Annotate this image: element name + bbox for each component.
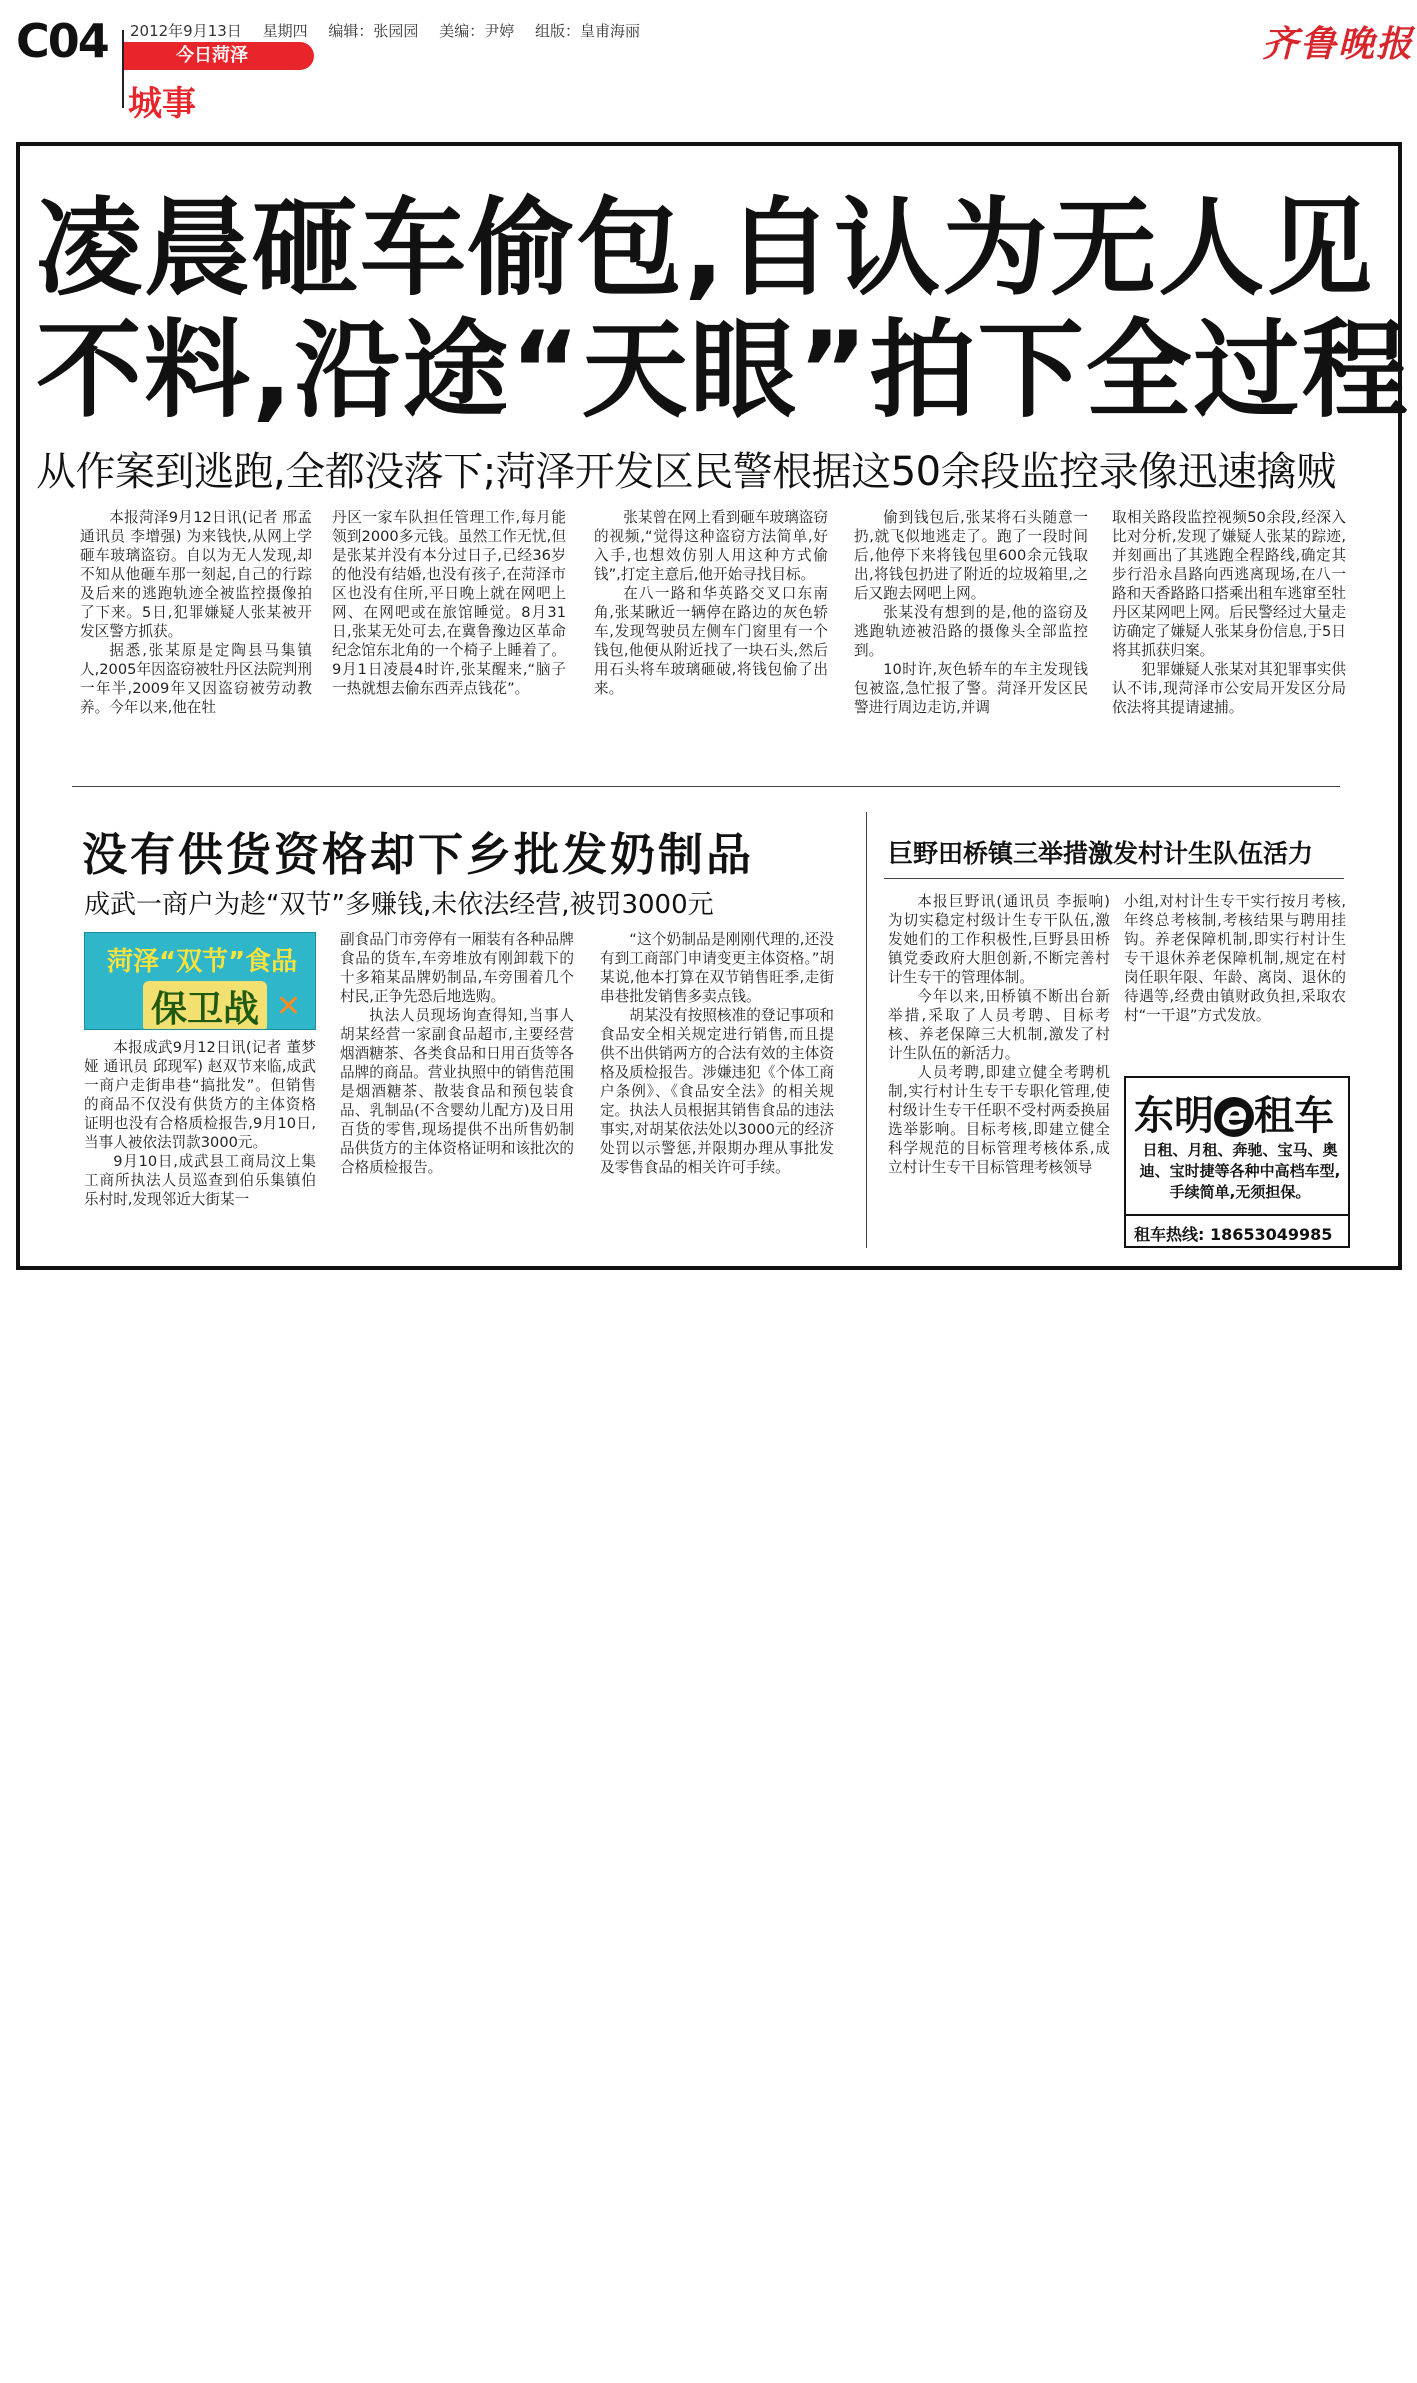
paragraph: 9月10日,成武县工商局汶上集工商所执法人员巡查到伯乐集镇伯乐村时,发现邻近大街某一	[84, 1153, 316, 1208]
paragraph: 张某曾在网上看到砸车玻璃盗窃的视频,“觉得这种盗窃方法简单,好入手,也想效仿别人用这种方式偷钱”,打定主意后,他开始寻找目标。	[594, 509, 828, 583]
layout-credit: 组版：皇甫海丽	[534, 22, 640, 40]
newspaper-logo: 齐鲁晚报	[1262, 23, 1415, 65]
paragraph: 本报菏泽9月12日讯(记者 邢孟 通讯员 李增强) 为来钱快,从网上学砸车玻璃盗窃。自以为无人发现,却不知从他砸车那一刻起,自己的行踪及后来的逃跑轨迹全被监控摄像拍了下来。5日,犯罪嫌疑人张某被开发区警方抓获。	[80, 509, 312, 640]
paragraph: 本报巨野讯(通讯员 李振响) 为切实稳定村级计生专干队伍,激发她们的工作积极性,巨野县田桥镇党委政府大胆创新,不断完善村计生专干的管理体制。	[888, 893, 1110, 986]
ad-brand-prefix: 东明	[1134, 1093, 1214, 1139]
story2-column-1	[84, 1038, 316, 1248]
paragraph: 在八一路和华英路交叉口东南角,张某瞅近一辆停在路边的灰色轿车,发现驾驶员左侧车门窗里有一个钱包,他便从附近找了一块石头,然后用石头将车玻璃砸破,将钱包偷了出来。	[594, 585, 828, 697]
ad-description: 日租、月租、奔驰、宝马、奥迪、宝时捷等各种中高档车型,手续简单,无须担保。	[1139, 1141, 1341, 1201]
story3-underline	[884, 878, 1344, 879]
paragraph: 10时许,灰色轿车的车主发现钱包被盗,急忙报了警。菏泽开发区民警进行周边走访,并调	[854, 661, 1088, 716]
story2-column-3	[600, 930, 834, 1248]
paragraph: 偷到钱包后,张某将石头随意一扔,就飞似地逃走了。跑了一段时间后,他停下来将钱包里600余元钱取出,将钱包扔进了附近的垃圾箱里,之后又跑去网吧上网。	[854, 509, 1088, 602]
designer-credit: 美编：尹婷	[439, 22, 515, 40]
story2-subheadline: 成武一商户为趁“双节”多赚钱,未依法经营,被罚3000元	[84, 890, 714, 920]
page-number: C04	[16, 14, 108, 68]
main-column-5	[1112, 508, 1346, 770]
header-meta	[130, 20, 656, 41]
paragraph: 据悉,张某原是定陶县马集镇人,2005年因盗窃被牡丹区法院判刑一年半,2009年又因盗窃被劳动教养。今年以来,他在牡	[80, 642, 312, 716]
paragraph: 今年以来,田桥镇不断出台新举措,采取了人员考聘、目标考核、养老保障三大机制,激发了村计生队伍的新活力。	[888, 988, 1110, 1062]
story2-headline: 没有供货资格却下乡批发奶制品	[82, 828, 755, 881]
column-separator	[866, 812, 867, 1248]
car-rental-ad	[1124, 1076, 1350, 1248]
paragraph: 小组,对村计生专干实行按月考核,年终总考核制,考核结果与聘用挂钩。养老保障机制,即实行村计生专干退休养老保障机制,规定在村岗任职年限、年龄、离岗、退休的待遇等,经费由镇财政负担,采取农村“一干退”方式发放。	[1124, 893, 1346, 1024]
ad-brand	[1134, 1084, 1334, 1141]
badge-title: 菏泽“双节”食品	[107, 947, 298, 977]
paragraph: 人员考聘,即建立健全考聘机制,实行村计生专干专职化管理,使村级计生专干任职不受村两委换届选举影响。目标考核,即建立健全科学规范的目标管理考核体系,成立村计生专干目标管理考核领导	[888, 1064, 1110, 1176]
paragraph: 胡某没有按照核准的登记事项和食品安全相关规定进行销售,而且提供不出供销两方的合法有效的主体资格及质检报告。涉嫌违犯《个体工商户条例》、《食品安全法》的相关规定。执法人员根据其销售食品的违法事实,对胡某依法处以3000元的经济处罚以示警惩,并限期办理从事批发及零售食品的相关许可手续。	[600, 1007, 834, 1176]
issue-date: 2012年9月13日	[130, 22, 242, 40]
section-tab: 今日菏泽	[124, 42, 314, 70]
main-headline-line2: 不料,沿途“天眼”拍下全过程	[36, 309, 1410, 432]
story2-column-2	[340, 930, 574, 1248]
ad-brand-suffix: 租车	[1254, 1093, 1334, 1139]
issue-weekday: 星期四	[262, 22, 308, 40]
main-column-3	[594, 508, 828, 770]
ad-hotline: 租车热线: 18653049985	[1126, 1214, 1348, 1251]
story3-column-2	[1124, 892, 1346, 1068]
paragraph: 丹区一家车队担任管理工作,每月能领到2000多元钱。虽然工作无忧,但是张某并没有本分过日子,已经36岁的他没有结婚,也没有孩子,在菏泽市区也没有住所,平日晚上就在网吧上网、在网吧或在旅馆睡觉。8月31日,张某无处可去,在冀鲁豫边区革命纪念馆东北角的一个椅子上睡着了。9月1日凌晨4时许,张某醒来,“脑子一热就想去偷东西弄点钱花”。	[332, 509, 566, 697]
paragraph: 本报成武9月12日讯(记者 董梦娅 通讯员 邱现军) 赵双节来临,成武一商户走街串巷“搞批发”。但销售的商品不仅没有供货方的主体资格证明也没有合格质检报告,9月10日,当事人被依法罚款3000元。	[84, 1039, 316, 1151]
story3-column-1	[888, 892, 1110, 1248]
food-safety-badge	[84, 932, 316, 1030]
badge-slogan: 保卫战	[143, 981, 267, 1030]
section-divider	[72, 786, 1340, 787]
paragraph: 执法人员现场询查得知,当事人胡某经营一家副食品超市,主要经营烟酒糖茶、各类食品和日用百货等各品牌的商品。营业执照中的销售范围是烟酒糖茶、散装食品和预包装食品、乳制品(不含婴幼儿配方)及日用百货的零售,现场提供不出所售奶制品供货方的主体资格证明和该批次的合格质检报告。	[340, 1007, 574, 1176]
main-subheadline: 从作案到逃跑,全都没落下;菏泽开发区民警根据这50余段监控录像迅速擒贼	[36, 449, 1336, 495]
main-column-1	[80, 508, 312, 770]
paragraph: 犯罪嫌疑人张某对其犯罪事实供认不讳,现菏泽市公安局开发区分局依法将其提请逮捕。	[1112, 661, 1346, 716]
section-title: 城事	[128, 84, 196, 124]
main-headline-line1: 凌晨砸车偷包,自认为无人见	[36, 187, 1375, 310]
main-column-2	[332, 508, 566, 770]
main-column-4	[854, 508, 1088, 770]
paragraph: 张某没有想到的是,他的盗窃及逃跑轨迹被沿路的摄像头全部监控到。	[854, 604, 1088, 659]
fork-knife-icon: ✕	[275, 989, 301, 1024]
paragraph: “这个奶制品是刚刚代理的,还没有到工商部门申请变更主体资格。”胡某说,他本打算在双节销售旺季,走街串巷批发销售多卖点钱。	[600, 931, 834, 1005]
e-logo-icon: e	[1214, 1097, 1254, 1137]
editor-credit: 编辑：张园园	[328, 22, 419, 40]
paragraph: 副食品门市旁停有一厢装有各种品牌食品的货车,车旁堆放有刚卸载下的十多箱某品牌奶制品,车旁围着几个村民,正争先恐后地选购。	[340, 931, 574, 1005]
paragraph: 取相关路段监控视频50余段,经深入比对分析,发现了嫌疑人张某的踪迹,并刻画出了其逃跑全程路线,确定其步行沿永昌路向西逃离现场,在八一路和天香路路口搭乘出租车逃窜至牡丹区某网吧上网。后民警经过大量走访确定了嫌疑人张某身份信息,于5日将其抓获归案。	[1112, 509, 1346, 659]
story3-headline: 巨野田桥镇三举措激发村计生队伍活力	[888, 839, 1314, 868]
